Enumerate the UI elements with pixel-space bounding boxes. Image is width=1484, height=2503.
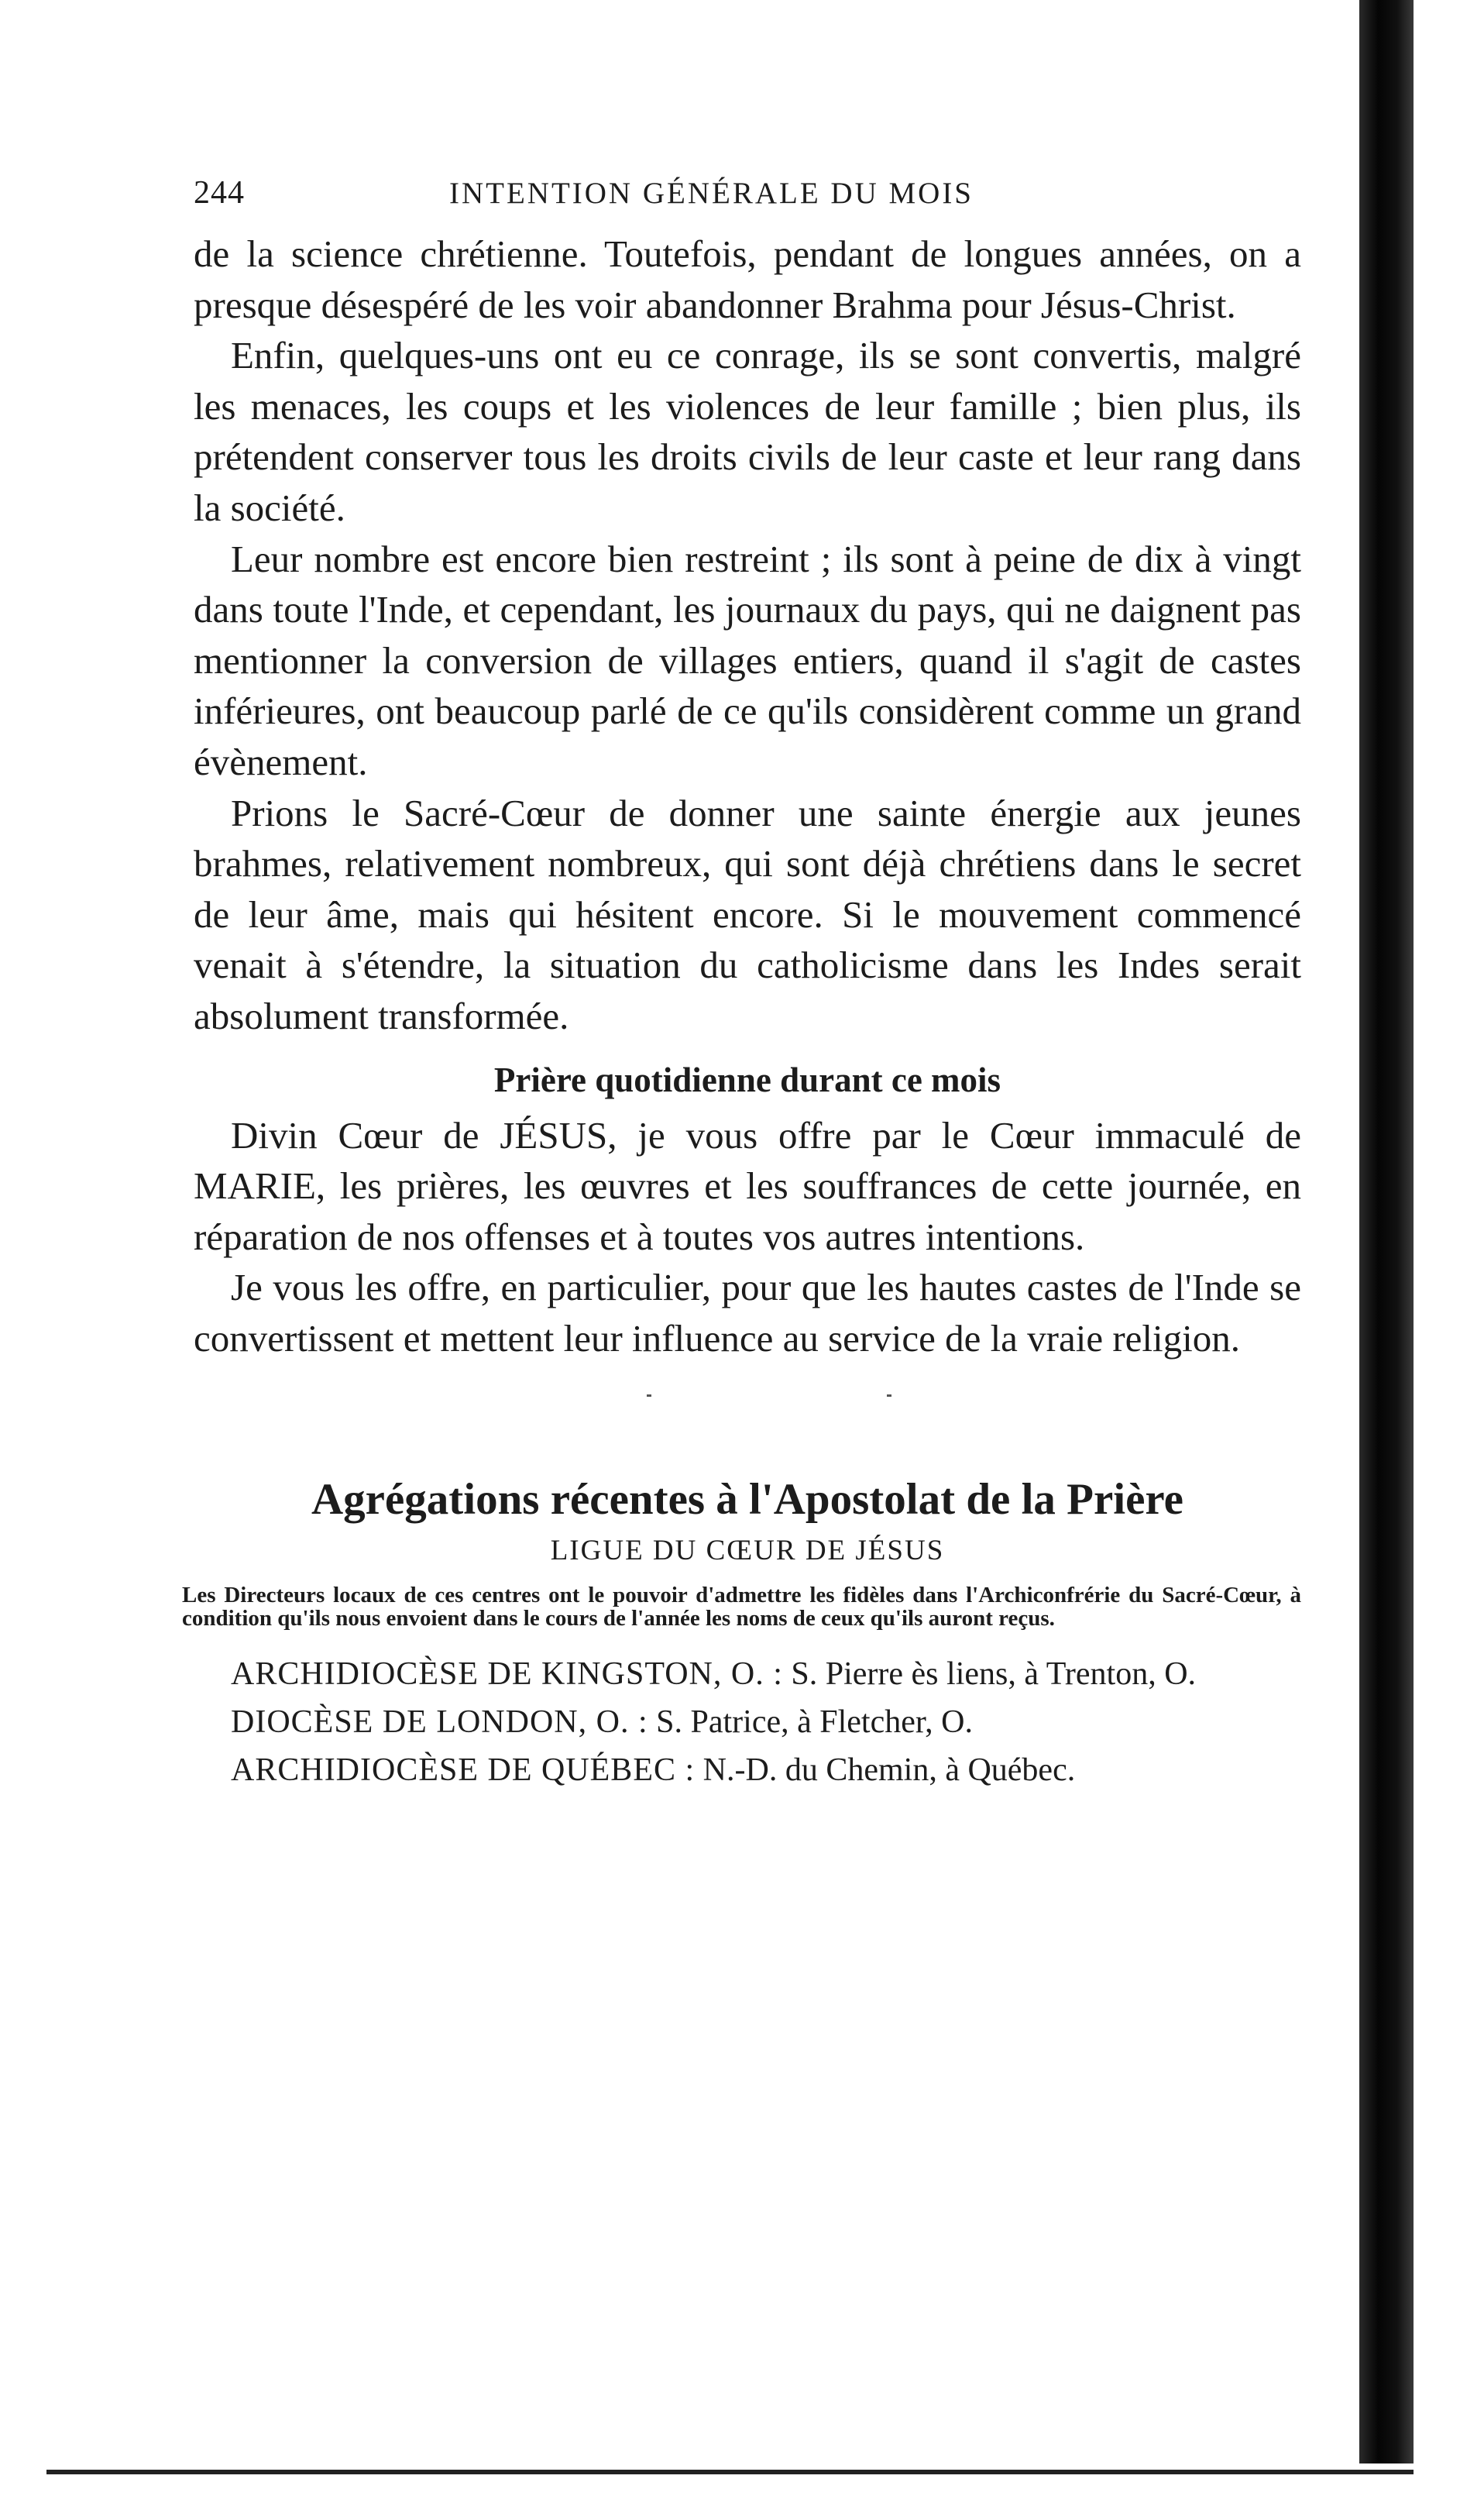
page-edge-rule [46,2470,1414,2474]
diocese-label: DIOCÈSE DE LONDON, O. : [231,1704,648,1741]
section-title: Agrégations récentes à l'Apostolat de la Prière [311,1475,1183,1525]
parish-name: N.-D. du Chemin, à Québec. [702,1752,1076,1789]
article-body [194,229,1301,1363]
aggregation-list [194,1650,1301,1794]
paragraph: Prions le Sacré-Cœur de donner une sainte énergie aux jeunes brahmes, relativement nombreux, qui sont déjà chrétiens dans le secret de leur âme, mais qui hésitent encore. Si le mouvement commencé venait à s'étendre, la situation du catholicisme dans les Indes serait absolument transformée. [194,791,1301,1037]
parish-name: S. Patrice, à Fletcher, O. [656,1704,974,1741]
prayer-paragraph: Je vous les offre, en particulier, pour que les hautes castes de l'Inde se convertissent et mettent leur influence au service de la vraie religion. [194,1266,1301,1360]
section-divider [194,1363,1301,1456]
running-title: INTENTION GÉNÉRALE DU MOIS [449,177,974,210]
running-header [194,174,1301,229]
list-item [194,1650,1301,1698]
diocese-label: ARCHIDIOCÈSE DE KINGSTON, O. : [231,1656,783,1693]
page-content [182,174,1301,1794]
section-subtitle: LIGUE DU CŒUR DE JÉSUS [550,1535,945,1567]
parish-name: S. Pierre ès liens, à Trenton, O. [791,1656,1197,1693]
footnote: Les Directeurs locaux de ces centres ont le pouvoir d'admettre les fidèles dans l'Archiconfrérie du Sacré-Cœur, à condition qu'ils nous envoient dans le cours de l'année les noms de ceux qu'ils auront reçus. [182,1583,1301,1631]
paragraph: Enfin, quelques-uns ont eu ce conrage, ils se sont convertis, malgré les menaces, les coups et les violences de leur famille ; bien plus, ils prétendent conserver tous les droits civils de leur caste et leur rang dans la société. [194,334,1301,529]
paragraph: Leur nombre est encore bien restreint ; ils sont à peine de dix à vingt dans toute l'Inde, et cependant, les journaux du pays, qui ne daignent pas mentionner la conversion de villages entiers, quand il s'agit de castes inférieures, ont beaucoup parlé de ce qu'ils considèrent comme un grand évènement. [194,537,1301,783]
prayer-title: Prière quotidienne durant ce mois [493,1060,1001,1099]
list-item [194,1698,1301,1746]
paragraph: de la science chrétienne. Toutefois, pendant de longues années, on a presque désespéré de les voir abandonner Brahma pour Jésus-Christ. [194,232,1301,326]
diocese-label: ARCHIDIOCÈSE DE QUÉBEC : [231,1752,696,1789]
prayer-paragraph: Divin Cœur de JÉSUS, je vous offre par le Cœur immaculé de MARIE, les prières, les œuvres et les souffrances de cette journée, en réparation de nos offenses et à toutes vos autres intentions. [194,1113,1301,1258]
list-item [194,1746,1301,1794]
book-spine-shadow [1359,0,1414,2463]
page-number: 244 [194,175,245,211]
